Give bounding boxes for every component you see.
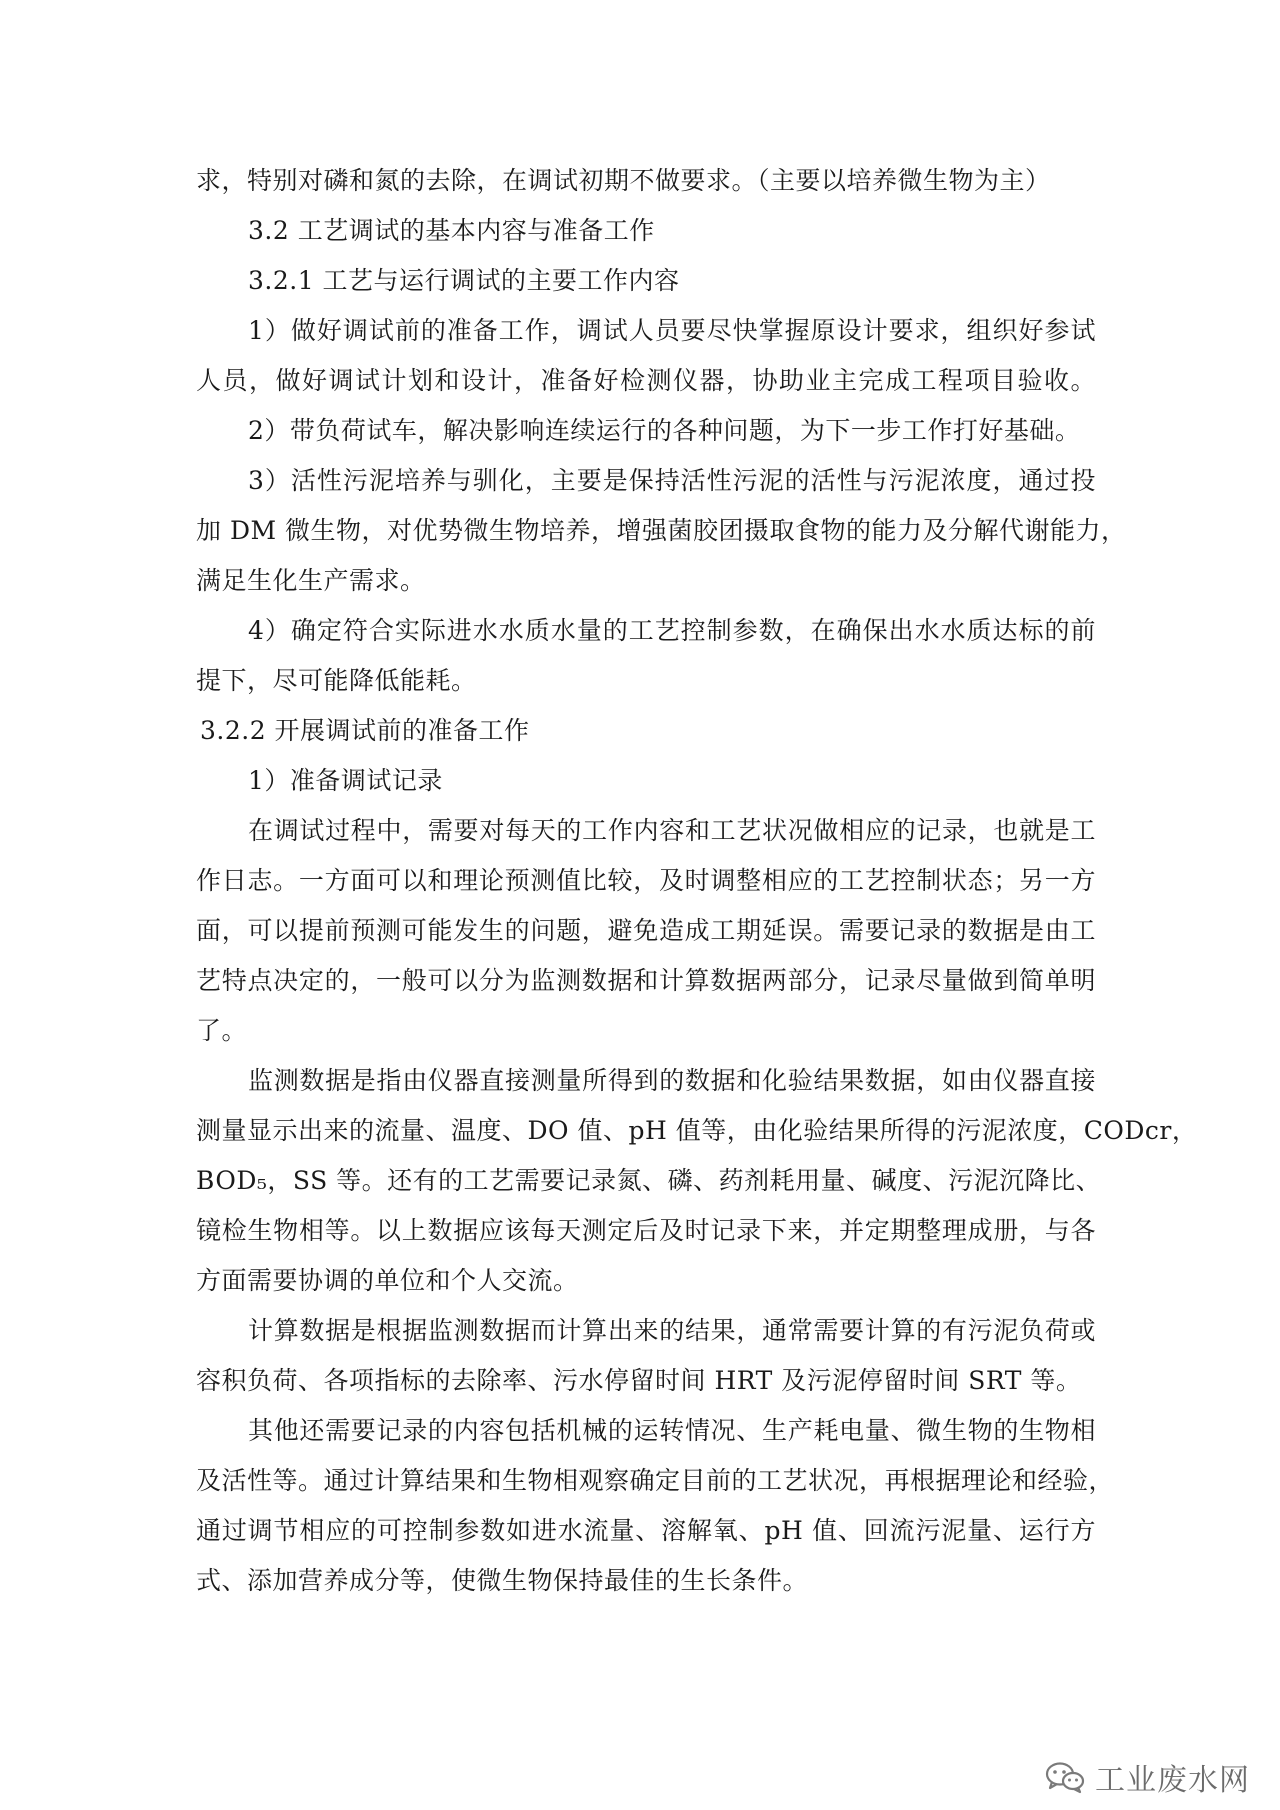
text-line: 式、添加营养成分等，使微生物保持最佳的生长条件。 (196, 1566, 809, 1595)
text-line: 镜检生物相等。以上数据应该每天测定后及时记录下来，并定期整理成册，与各 (196, 1216, 1096, 1245)
text-line: 容积负荷、各项指标的去除率、污水停留时间 HRT 及污泥停留时间 SRT 等。 (196, 1366, 1082, 1395)
text-line: 2）带负荷试车，解决影响连续运行的各种问题，为下一步工作打好基础。 (248, 416, 1081, 445)
text-line: 加 DM 微生物，对优势微生物培养，增强菌胶团摄取食物的能力及分解代谢能力， (196, 516, 1127, 545)
text-line: 通过调节相应的可控制参数如进水流量、溶解氧、pH 值、回流污泥量、运行方 (196, 1516, 1096, 1545)
text-line: 方面需要协调的单位和个人交流。 (196, 1266, 579, 1295)
text-line: 其他还需要记录的内容包括机械的运转情况、生产耗电量、微生物的生物相 (248, 1416, 1096, 1445)
text-line: 计算数据是根据监测数据而计算出来的结果，通常需要计算的有污泥负荷或 (248, 1316, 1096, 1345)
text-line: 面，可以提前预测可能发生的问题，避免造成工期延误。需要记录的数据是由工 (196, 916, 1096, 945)
text-line: 提下，尽可能降低能耗。 (196, 666, 477, 695)
text-line: 求，特别对磷和氮的去除，在调试初期不做要求。（主要以培养微生物为主） (196, 166, 1051, 195)
text-line: 在调试过程中，需要对每天的工作内容和工艺状况做相应的记录，也就是工 (248, 816, 1096, 845)
wechat-icon (1045, 1760, 1085, 1794)
text-line: 3）活性污泥培养与驯化，主要是保持活性污泥的活性与污泥浓度，通过投 (248, 466, 1096, 495)
text-line: 了。 (196, 1016, 248, 1045)
text-line: 艺特点决定的，一般可以分为监测数据和计算数据两部分，记录尽量做到简单明 (196, 966, 1096, 995)
text-line: 4）确定符合实际进水水质水量的工艺控制参数，在确保出水水质达标的前 (248, 616, 1096, 645)
text-line: 监测数据是指由仪器直接测量所得到的数据和化验结果数据，如由仪器直接 (248, 1066, 1096, 1095)
text-line: 1）做好调试前的准备工作，调试人员要尽快掌握原设计要求，组织好参试 (248, 316, 1096, 345)
section-heading: 3.2 工艺调试的基本内容与准备工作 (248, 216, 655, 245)
watermark (1045, 1755, 1250, 1799)
text-line: 及活性等。通过计算结果和生物相观察确定目前的工艺状况，再根据理论和经验， (196, 1466, 1115, 1495)
subsection-heading: 3.2.1 工艺与运行调试的主要工作内容 (248, 266, 680, 295)
text-line: 1）准备调试记录 (248, 766, 443, 795)
text-line: 满足生化生产需求。 (196, 566, 426, 595)
text-line: 作日志。一方面可以和理论预测值比较，及时调整相应的工艺控制状态；另一方 (196, 866, 1096, 895)
watermark-text: 工业废水网 (1095, 1763, 1250, 1798)
subsection-heading: 3.2.2 开展调试前的准备工作 (200, 716, 530, 745)
text-line: 测量显示出来的流量、温度、DO 值、pH 值等，由化验结果所得的污泥浓度，CODcr， (196, 1116, 1198, 1145)
text-line: BOD₅，SS 等。还有的工艺需要记录氮、磷、药剂耗用量、碱度、污泥沉降比、 (196, 1166, 1102, 1195)
text-line: 人员，做好调试计划和设计，准备好检测仪器，协助业主完成工程项目验收。 (196, 366, 1096, 395)
